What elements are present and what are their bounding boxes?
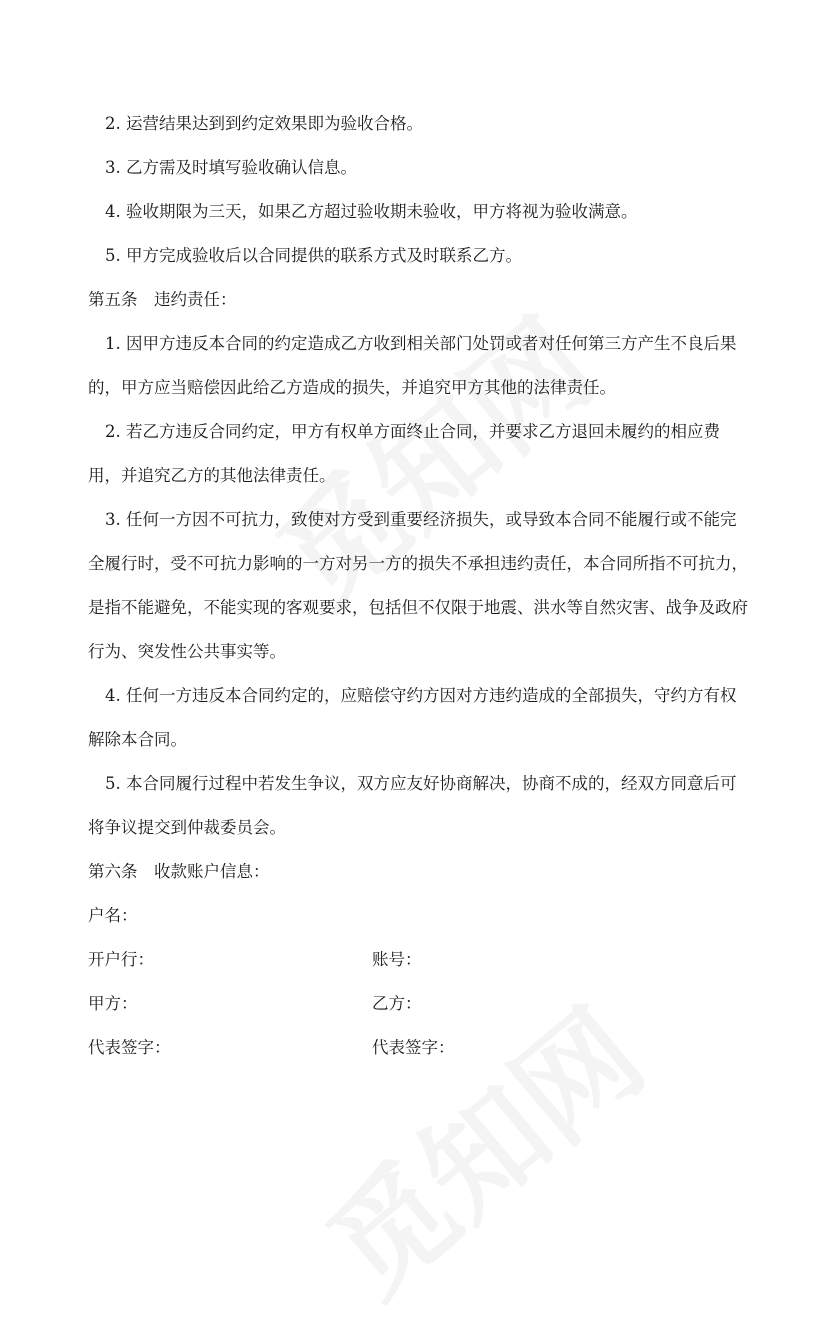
clause5-item-5-line-1: 5. 本合同履行过程中若发生争议，双方应友好协商解决，协商不成的，经双方同意后可: [105, 774, 737, 793]
clause5-heading: 第五条 违约责任：: [88, 290, 237, 309]
bank-label: 开户行：: [88, 950, 154, 969]
clause5-item-4-line-2: 解除本合同。: [88, 730, 187, 749]
clause4-item-3: 3. 乙方需及时填写验收确认信息。: [105, 158, 357, 177]
party-b-signature-label: 代表签字：: [372, 1038, 455, 1057]
clause5-item-1-line-2: 的，甲方应当赔偿因此给乙方造成的损失，并追究甲方其他的法律责任。: [88, 378, 616, 397]
clause6-heading: 第六条 收款账户信息：: [88, 862, 270, 881]
watermark: [237, 274, 623, 637]
clause5-item-5-line-2: 将争议提交到仲裁委员会。: [88, 818, 286, 837]
clause5-item-3-line-3: 是指不能避免，不能实现的客观要求，包括但不仅限于地震、洪水等自然灾害、战争及政府: [88, 598, 748, 617]
clause4-item-2: 2. 运营结果达到到约定效果即为验收合格。: [105, 114, 423, 133]
watermark: [287, 964, 673, 1327]
clause5-item-2-line-2: 用，并追究乙方的其他法律责任。: [88, 466, 336, 485]
clause5-item-3-line-1: 3. 任何一方因不可抗力，致使对方受到重要经济损失，或导致本合同不能履行或不能完: [105, 510, 737, 529]
clause5-item-3-line-2: 全履行时，受不可抗力影响的一方对另一方的损失不承担违约责任，本合同所指不可抗力，: [88, 554, 748, 573]
account-number-label: 账号：: [372, 950, 422, 969]
party-b-label: 乙方：: [372, 994, 422, 1013]
party-a-label: 甲方：: [88, 994, 138, 1013]
clause4-item-5: 5. 甲方完成验收后以合同提供的联系方式及时联系乙方。: [105, 246, 522, 265]
account-name-label: 户名：: [88, 906, 138, 925]
clause5-item-1-line-1: 1. 因甲方违反本合同的约定造成乙方收到相关部门处罚或者对任何第三方产生不良后果: [105, 334, 737, 353]
party-a-signature-label: 代表签字：: [88, 1038, 171, 1057]
clause5-item-2-line-1: 2. 若乙方违反合同约定，甲方有权单方面终止合同，并要求乙方退回未履约的相应费: [105, 422, 720, 441]
clause5-item-3-line-4: 行为、突发性公共事实等。: [88, 642, 286, 661]
clause5-item-4-line-1: 4. 任何一方违反本合同约定的，应赔偿守约方因对方违约造成的全部损失，守约方有权: [105, 686, 737, 705]
clause4-item-4: 4. 验收期限为三天，如果乙方超过验收期未验收，甲方将视为验收满意。: [105, 202, 638, 221]
